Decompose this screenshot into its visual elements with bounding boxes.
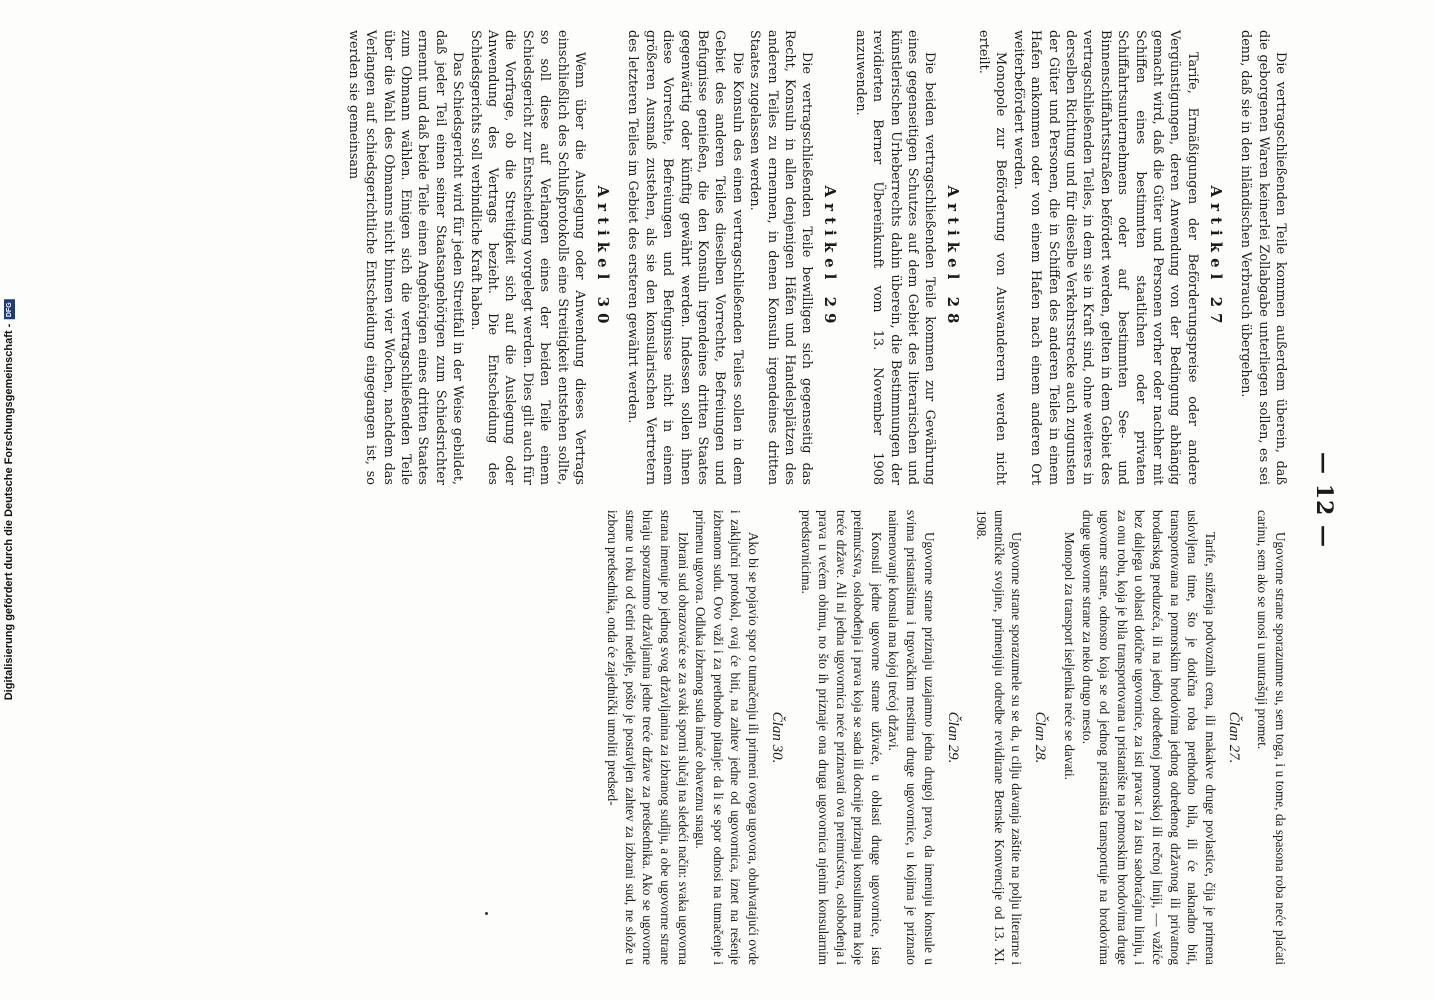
digitization-credit-text: Digitalisierung gefördert durch die Deutsche Forschungsgemeinschaft -: [3, 323, 15, 701]
serbian-article-paragraph: Ugovorne strane sporazumele su se da, u cilju davanja zaštite na polju literarne i umetničke svojine, primenjuju odredbe revidirane Bernske Konvencije od 13. XI. 1908.: [974, 510, 1025, 965]
serbian-article-paragraph: Tarife, sniženja podvoznih cena, ili makakve druge povlastice, čija je primena uslovljena time, što je dotična roba prethodno bila, ili će naknadno biti, transportovana na pomorskim brodovima jednog određenog državnog ili privatnog brodarskog preduzeća, ili na jednoj određenoj pomorskoj ili rečnoj liniji, — važiće bez daljega u oblasti dotične ugovornice, za isti pravac i za istu saobraćajnu liniju, i za onu robu, koja je bila transportovana u pristanište na pomorskim brodovima druge ugovorne strane, odnosno koja se od jednog pristaništa transportuje na brodovima druge ugovorne strane za neko drugo mesto.: [1079, 510, 1218, 965]
german-article-paragraph: Die beiden vertragschließenden Teile kommen zur Gewährung eines gegenseitigen Schutzes auf dem Gebiet des literarischen und künstlerischen Urheberrechts dahin überein, die Bestimmungen der revidierten Berner Übereinkunft vom 13. November 1908 anzuwenden.: [852, 30, 938, 485]
german-article-heading: Artikel 28: [944, 185, 963, 330]
german-text-column: [340, 30, 1289, 485]
german-article-paragraph: Die vertragschließenden Teile bewilligen sich gegenseitig das Recht, Konsuln in allen denjenigen Häfen und Handelsplätzen des anderen Teiles zu ernennen, in denen Konsuln irgendeines dritten Staates zugelassen werden.: [747, 30, 815, 485]
serbian-article-paragraph: Ako bi se pojavio spor o tumačenju ili primeni ovoga ugovora, obuhvatajući ovde i zaključni protokol, ovaj će biti, na zahtev jedne od ugovornica, iznet na rešenje izbranom sudu. Ovo važi i za prethodno pitanje: da li se spor odnosi na tumačenje i primenu ugovora. Odluka izbranog suda imaće obaveznu snagu.: [693, 510, 761, 965]
serbian-text-column: [600, 510, 1289, 965]
serbian-article-heading: Član 27.: [1225, 711, 1242, 764]
german-article-paragraph: Das Schiedsgericht wird für jeden Streitfall in der Weise gebildet, daß jeder Teil einen seiner Staatsangehörigen zum Schiedsrichter ernennt und daß beide Teile einen Angehörigen eines dritten Staates zum Obmann wählen. Einigen sich die vertragschließenden Teile über die Wahl des Obmanns nicht binnen vier Wochen, nachdem das Verlangen auf schiedsgerichtliche Entscheidung eingegangen ist, so werden sie gemeinsam: [345, 30, 466, 485]
serbian-article-heading: Član 29.: [944, 711, 961, 764]
dfg-logo-icon: DFG: [4, 300, 15, 320]
digitization-credit: [3, 300, 15, 701]
scan-speck: [485, 912, 488, 915]
serbian-article-27: [1060, 510, 1241, 965]
serbian-article-heading: Član 30.: [768, 711, 785, 764]
german-article-28: [851, 30, 962, 485]
german-article-paragraph: Monopole zur Beförderung von Auswanderern werden nicht erteilt.: [975, 30, 1009, 485]
german-article-heading: Artikel 27: [1206, 185, 1225, 330]
german-article-heading: Artikel 30: [594, 185, 612, 330]
german-article-paragraph: Tarife, Ermäßigungen der Beförderungspreise oder andere Vergünstigungen, deren Anwendung von der Bedingung abhängig gemacht wird, daß die Güter und Personen vorher oder nachher mit Schiffen eines bestimmten staatlichen oder privaten Schiffahrtsunternehmens oder auf bestimmten See- und Binnenschiffahrtsstraßen befördert werden, gelten in dem Gebiet des vertragschließenden Teiles, in dem sie in Kraft sind, ohne weiteres in derselben Richtung und für dieselbe Verkehrsstrecke auch zugunsten der Güter und Personen, die in Schiffen des anderen Teiles in einem Hafen ankommen oder von einem Hafen nach einem anderen Ort weiterbefördert werden.: [1010, 30, 1200, 485]
serbian-article-29: [797, 510, 961, 965]
german-article-paragraph: Wenn über die Auslegung oder Anwendung dieses Vertrags einschließlich des Schlußprotokolls eine Streitigkeit entstehen sollte, so soll diese auf Verlangen eines der beiden Teile einem Schiedsgericht zur Entscheidung vorgelegt werden. Dies gilt auch für die Vorfrage, ob die Streitigkeit sich auf die Auslegung oder Anwendung des Vertrags bezieht. Die Entscheidung des Schiedsgerichts soll verbindliche Kraft haben.: [467, 30, 587, 485]
german-article-30: [344, 30, 612, 485]
rotated-treaty-page: [97, 30, 1337, 970]
serbian-article-paragraph: Monopol za transport iseljenika neće se davati.: [1062, 532, 1078, 780]
german-article-27: [975, 30, 1225, 485]
german-article-29: [624, 30, 839, 485]
serbian-article-28: [973, 510, 1049, 965]
german-intro-paragraph: Die vertragschließenden Teile kommen außerdem überein, daß die geborgenen Waren keinerlei Zollabgabe unterliegen sollen, es sei denn, daß sie in den inländischen Verbrauch übergehen.: [1238, 30, 1288, 485]
german-article-heading: Artikel 29: [821, 185, 840, 330]
serbian-article-heading: Član 28.: [1032, 711, 1049, 764]
serbian-article-paragraph: Ugovorne strane priznaju uzajamno jedna drugoj pravo, da imenuju konsule u svima pristaništima i trgovačkim mestima druge ugovornice, u kojima je priznato naimenovanje konsula ma kojoj trećoj državi.: [886, 510, 937, 965]
serbian-article-paragraph: Izbrani sud obrazovaće se za svaki sporni slučaj na sledeći način: svaka ugovorna strana imenuje po jednog svog državljanina za izbranog sudiju, a obe ugovorne strane biraju sporazumno državljanina jedne treće države za predsednika. Ako se ugovorne strane u roku od četiri nedelje, pošto je postavljen zahtev za izbrani sud, ne slože u izboru predsednika, onda će zajednički umoliti predsed-: [605, 510, 691, 965]
page-number: — 12 —: [1311, 452, 1337, 548]
serbian-article-paragraph: Konsuli jedne ugovorne strane uživaće, u oblasti druge ugovornice, ista preimućstva, oslobođenja i prava koja se sada ili docnije priznaju konsulima ma koje treće države. Ali ni jedna ugovornica neće priznavati ova preimućstva, oslobođenja i prava u većem obimu, no što ih priznaje ona druga ugovornica njenim konsularnim predstavnicima.: [798, 510, 884, 965]
german-article-paragraph: Die Konsuln des einen vertragschließenden Teiles sollen in dem Gebiet des anderen Teiles dieselben Vorrechte, Befreiungen und Befugnisse genießen, die den Konsuln irgendeines dritten Staates gegenwärtig oder künftig gewährt werden. Indessen sollen ihnen diese Vorrechte, Befreiungen und Befugnisse nicht in einem größeren Ausmaß zustehen, als sie den konsularischen Vertretern des letzteren Teiles im Gebiet des ersteren gewährt werden.: [625, 30, 745, 485]
serbian-article-30: [604, 510, 785, 965]
serbian-intro-paragraph: Ugovorne strane sporazumne su, sem toga, i u tome, da spasona roba neće plaćati carinu, sem ako se unosi u unutrašnji promet.: [1255, 510, 1288, 965]
